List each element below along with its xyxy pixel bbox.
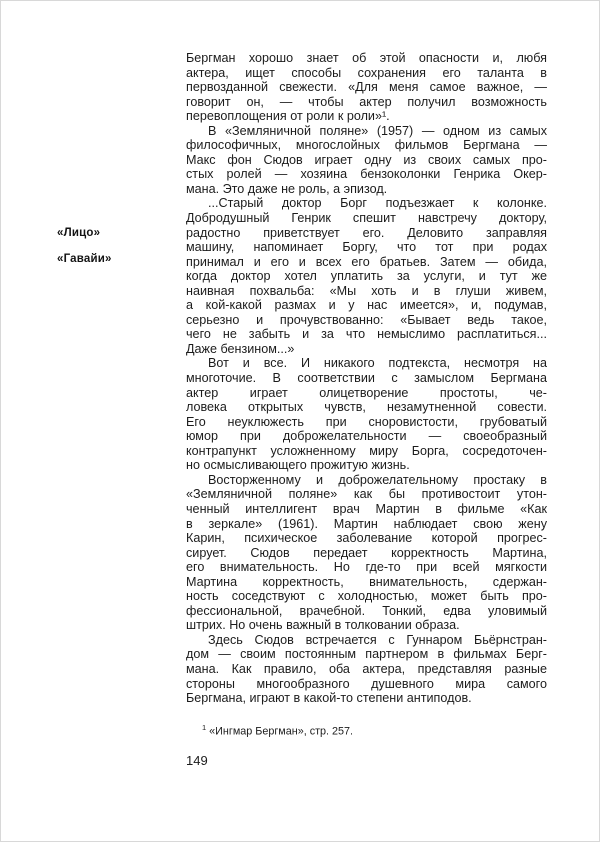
- footnote-text: «Ингмар Бергман», стр. 257.: [209, 725, 354, 738]
- text-line: Здесь Сюдов встречается с Гуннаром Бьёрнстран-: [208, 632, 547, 647]
- margin-note-gavayi: «Гавайи»: [57, 253, 112, 265]
- text-line: чего не забыть и за что немыслимо расплатиться...: [186, 327, 547, 342]
- text-line: ловека открытых чувств, незамутненной совести.: [186, 400, 547, 415]
- text-line: радостно приветствует его. Деловито заправляя: [186, 225, 547, 240]
- text-block: [186, 51, 547, 738]
- text-line: но осмысливающего прожитую жизнь.: [186, 458, 410, 473]
- text-line: актера, ищет способы сохранения его таланта в: [186, 65, 547, 80]
- text-line: ность соседствуют с холодностью, может быть про-: [186, 589, 547, 604]
- text-line: юмор при доброжелательности — своеобразный: [186, 429, 547, 444]
- text-line: В «Земляничной поляне» (1957) — одном из самых: [208, 123, 547, 138]
- text-line: Восторженному и доброжелательному простаку в: [208, 472, 547, 487]
- text-line: наивная похвальба: «Мы хоть и в глуши живем,: [186, 283, 547, 298]
- text-line: мана. Как правило, оба актера, представляя разные: [186, 661, 547, 676]
- text-line: его внимательность. Но где-то при всей мягкости: [186, 560, 547, 575]
- footnote-marker: 1: [202, 722, 207, 732]
- paragraph: [186, 633, 547, 706]
- text-line: Макс фон Сюдов играет одну из своих самых про-: [186, 152, 547, 167]
- text-line: а кой-какой размах и у нас имеется», и, подумав,: [186, 298, 547, 313]
- text-line: актер играет олицетворение простоты, че-: [186, 385, 547, 400]
- text-line: Бергмана, играют в какой-то степени антиподов.: [186, 691, 472, 706]
- text-line: стых ролей — хозяина бензоколонки Генрика Окер-: [186, 167, 547, 182]
- text-line: философичных, многослойных фильмов Бергмана —: [186, 138, 547, 153]
- paragraph: [186, 473, 547, 633]
- text-line: говорит он, — чтобы актер получил возможность: [186, 94, 547, 109]
- text-line: контрапункт усложненному миру Борга, сосредоточен-: [186, 443, 547, 458]
- text-line: Добродушный Генрик спешит навстречу доктору,: [186, 211, 547, 226]
- text-line: когда доктор хотел уплатить за услуги, и тут же: [186, 269, 547, 284]
- text-line: принимал и его и всех его братьев. Затем — обида,: [186, 254, 547, 269]
- text-line: серьезно и прочувствованно: «Бывает ведь такое,: [186, 312, 547, 327]
- text-line: в зеркале» (1961). Мартин наблюдает свою жену: [186, 516, 547, 531]
- text-line: ченный интеллигент врач Мартин в фильме «Как: [186, 501, 547, 516]
- text-line: Мартина корректность, внимательность, сдержан-: [186, 574, 547, 589]
- paragraph: [186, 51, 547, 124]
- text-line: первозданной свежести. «Для меня самое важное, —: [186, 80, 547, 95]
- text-line: Даже бензином...»: [186, 341, 295, 356]
- text-line: многоточие. В соответствии с замыслом Бергмана: [186, 371, 547, 386]
- text-line: Его неуклюжесть при сноровистости, грубоватый: [186, 414, 547, 429]
- text-line: Карин, психическое заболевание которой прогрес-: [186, 531, 547, 546]
- margin-note-litso: «Лицо»: [57, 227, 101, 239]
- text-line: ...Старый доктор Борг подъезжает к колонке.: [208, 196, 547, 211]
- paragraph: [186, 196, 547, 356]
- footnote: [186, 721, 547, 739]
- text-line: перевоплощения от роли к роли»¹.: [186, 109, 390, 124]
- text-line: «Земляничной поляне» как бы противостоит утон-: [186, 487, 547, 502]
- text-line: сирует. Сюдов передает корректность Мартина,: [186, 545, 547, 560]
- text-line: стороны многообразного душевного мира самого: [186, 676, 547, 691]
- text-line: Бергман хорошо знает об этой опасности и, любя: [186, 51, 547, 65]
- paragraph: [186, 356, 547, 472]
- text-line: дом — своим постоянным партнером в фильмах Берг-: [186, 647, 547, 662]
- page-number: 149: [186, 753, 208, 768]
- text-line: Вот и все. И никакого подтекста, несмотря на: [208, 356, 547, 371]
- text-line: штрих. Но очень важный в толковании образа.: [186, 618, 460, 633]
- text-line: фессиональной, врачебной. Тонкий, едва уловимый: [186, 603, 547, 618]
- text-line: мана. Это даже не роль, а эпизод.: [186, 181, 388, 196]
- paragraph: [186, 124, 547, 197]
- text-line: машину, напоминает Боргу, что тот при родах: [186, 240, 547, 255]
